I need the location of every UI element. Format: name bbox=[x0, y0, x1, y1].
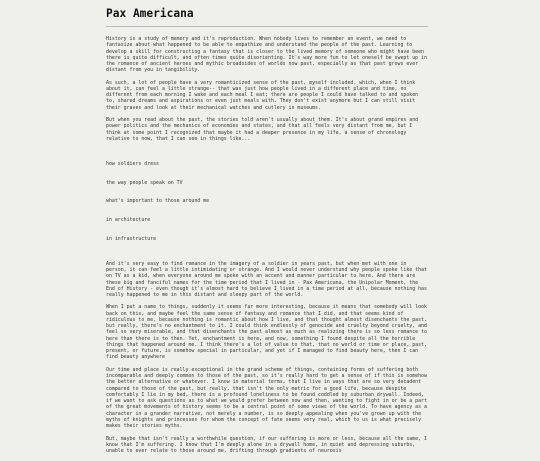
poem-line: in architecture bbox=[106, 217, 151, 224]
poem-line: in infrastructure bbox=[106, 235, 157, 242]
poem-block bbox=[106, 148, 428, 254]
poem-line: the way people speak on TV bbox=[106, 179, 183, 186]
paragraph: Our time and place is really exceptional in the grand scheme of things, containing forms of suffering both incomparable and deeply common to those of the past, so it's really hard to get a sense of if this is somehow the better alternative or whatever. I know in material terms, that I live in ways that are so very decadent compared to those of the past, but really, that isn't the only metric for a good life, because despite comfortably I lie in my bed, there is a profound loneliness to be found coddled by suburban drywall. Indeed, if we want to ask questions as to what we would prefer between now and then, wanting to fight in or be a part of the great movements of history seems to be a central point of some views of the world. To have agency as a character in a grander narrative, not merely a number, is so deeply appealing when you've grown up with the myths of knights and princesses for whom the concept of fate seems very real, which to us is what precisely makes their stories myths. bbox=[106, 366, 430, 430]
poem-line: how soldiers dress bbox=[106, 160, 159, 167]
paragraph: But, maybe that isn't really a worthwhile question, if our suffering is more or less, because all the same, I know that I'm suffering. I know that I'm deeply alone in a drywall home, in quiet and depressing suburbs, unable to ever relate to those around me, drifting through gradients of neurosis bbox=[106, 435, 430, 455]
paragraph: And it's very easy to find romance in the imagery of a soldier in years past, but when met with one in person, it can feel a little intimidating or strange. And I would never understand why people spoke like that on TV as a kid, when everyone around me spoke with an accent and manner particular to here. And there are these big and fanciful names for the time period that I lived in - Pax Americana, the Unipolar Moment, the End of History - even though it's almost hard to believe I lived in a time period at all, because nothing has really happened to me in this distant and sleepy part of the world. bbox=[106, 260, 430, 298]
paragraph: When I put a name to things, suddenly it seems far more interesting, because it means that somebody will look back on this, and maybe feel the same sense of fantasy and romance that I did, and that seems kind of ridiculous to me, because nothing is romantic about how I live, and that thought almost disenchants the past, but really, there's no enchantment to it. I could think endlessly of genocide and cruelty beyond cruelty, and feel so very miserable, and that disenchants the past almost as much as realizing there is so less romance to here than there is to then. Yet, enchantment is here, and now, something I found despite all the horrible things that happened around me. I think there's a lot of value to that, that no world or time or place, past, present, or future, is somehow special in particular, and yet if I managed to find beauty here, then I can find beauty anywhere bbox=[106, 304, 430, 361]
paragraph: As such, a lot of people have a very romanticized sense of the past, myself included, which, when I think about it, can feel a little strange-- that was just how people lived in a different place and time, no different from each morning I wake and each meal I eat; there are people I could have talked to and spoken to, shared dreams and aspirations or even just meals with. They don't exist anymore but I can still visit their graves and look at their mechanical watches and cutlery in museums. bbox=[106, 79, 422, 111]
paragraph: But when you read about the past, the stories told aren't usually about them. It's about grand empires and power politics and the mechanics of economies and states, and that all feels very distant from me, but I think at some point I recognized that maybe it had a deeper presence in my life, a sense of chronology relative to now, that I can see in things like... bbox=[106, 117, 422, 142]
title-divider bbox=[106, 26, 428, 27]
poem-line: what's important to those around me bbox=[106, 198, 210, 205]
page-title: Pax Americana bbox=[106, 7, 194, 20]
paragraph: History is a study of memory and it's reproduction. When nobody lives to remember an event, we need to fantasize about what happened to be able to empathize and understand the people of the past. Learning to develop a skill for constructing a fantasy that is closer to the lived memory of someone who might have been there is quite difficult, and often times quite disorienting. It's way more fun to let oneself be swept up in the romance of ancient heroes and mythic broadsides of worlds now past, especially as that past grows ever distant from you in tangibility. bbox=[106, 36, 430, 74]
article bbox=[106, 6, 428, 461]
